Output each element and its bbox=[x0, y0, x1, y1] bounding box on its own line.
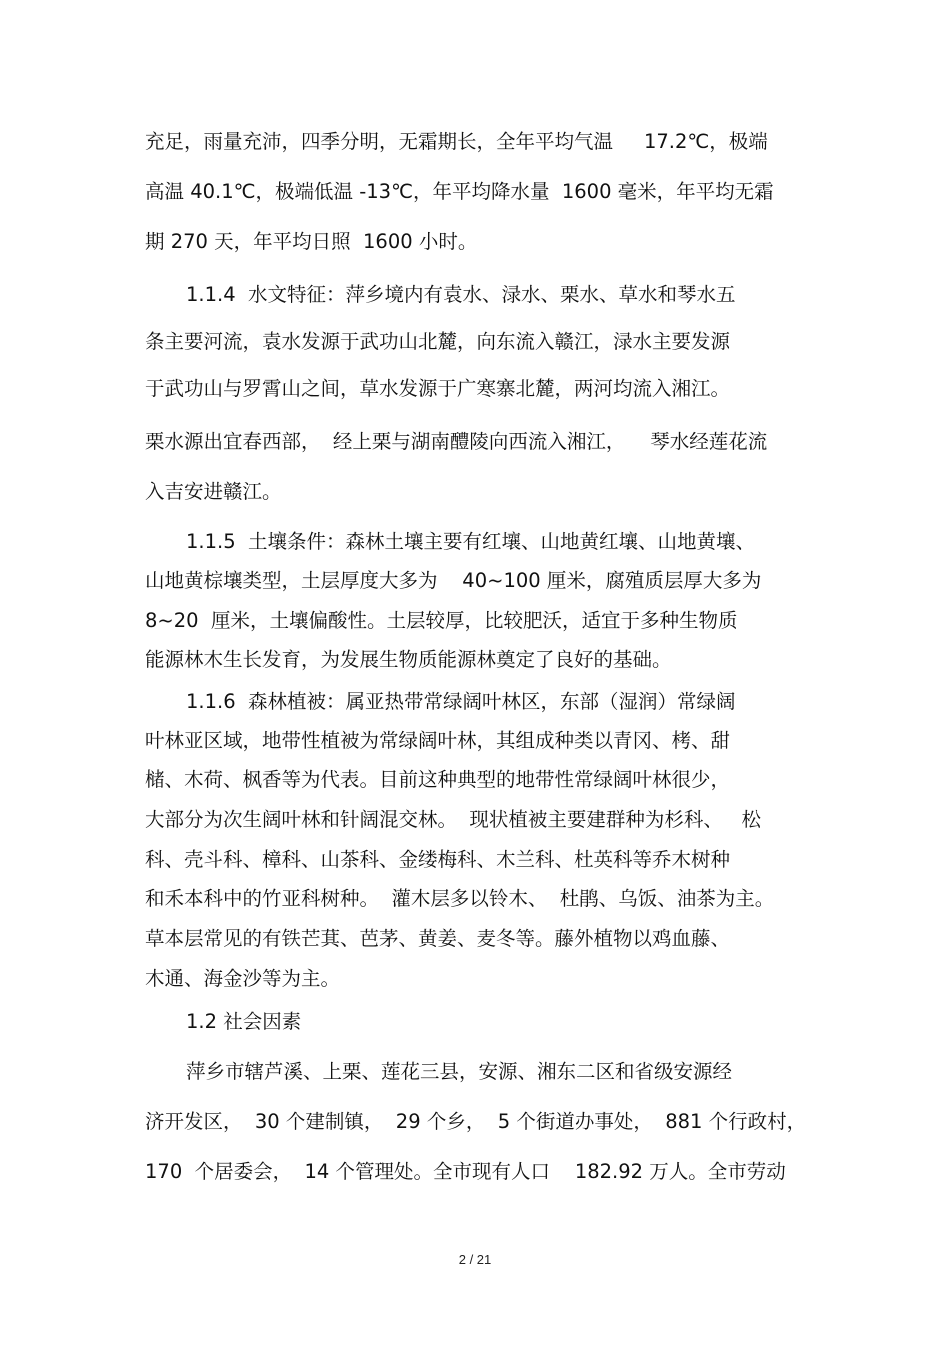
body-text-line: 能源林木生长发育，为发展生物质能源林奠定了良好的基础。 bbox=[145, 648, 672, 671]
body-text-line: 高温 40.1℃，极端低温 -13℃，年平均降水量 1600 毫米，年平均无霜 bbox=[145, 180, 774, 203]
section-1-2-heading: 1.2 社会因素 bbox=[186, 1010, 302, 1033]
body-text-line: 入吉安进赣江。 bbox=[145, 480, 282, 503]
body-text-line: 萍乡市辖芦溪、上栗、莲花三县，安源、湘东二区和省级安源经 bbox=[186, 1060, 733, 1083]
body-text-line: 充足，雨量充沛，四季分明，无霜期长，全年平均气温 17.2℃，极端 bbox=[145, 130, 768, 153]
body-text-line: 槠、木荷、枫香等为代表。目前这种典型的地带性常绿阔叶林很少， bbox=[145, 768, 731, 791]
body-text-line: 和禾本科中的竹亚科树种。 灌木层多以铃木、 杜鹃、乌饭、油茶为主。 bbox=[145, 887, 775, 910]
body-text-line: 8~20 厘米，土壤偏酸性。土层较厚，比较肥沃，适宜于多种生物质 bbox=[145, 609, 738, 632]
section-1-1-6-heading-line: 1.1.6 森林植被：属亚热带常绿阔叶林区，东部（湿润）常绿阔 bbox=[186, 690, 736, 713]
page-number: 2 / 21 bbox=[458, 1252, 492, 1267]
body-text-line: 栗水源出宜春西部， 经上栗与湖南醴陵向西流入湘江， 琴水经莲花流 bbox=[145, 430, 768, 453]
body-text-line: 草本层常见的有铁芒萁、芭茅、黄姜、麦冬等。藤外植物以鸡血藤、 bbox=[145, 927, 731, 950]
body-text-line: 期 270 天，年平均日照 1600 小时。 bbox=[145, 230, 478, 253]
body-text-line: 山地黄棕壤类型，土层厚度大多为 40~100 厘米，腐殖质层厚大多为 bbox=[145, 569, 762, 592]
body-text-line: 条主要河流，袁水发源于武功山北麓，向东流入赣江，渌水主要发源 bbox=[145, 330, 731, 353]
body-text-line: 大部分为次生阔叶林和针阔混交林。 现状植被主要建群种为杉科、 松 bbox=[145, 808, 761, 831]
body-text-line: 木通、海金沙等为主。 bbox=[145, 967, 341, 990]
section-1-1-4-heading-line: 1.1.4 水文特征：萍乡境内有袁水、渌水、栗水、草水和琴水五 bbox=[186, 283, 736, 306]
body-text-line: 济开发区， 30 个建制镇， 29 个乡， 5 个街道办事处， 881 个行政村， bbox=[145, 1110, 807, 1133]
body-text-line: 170 个居委会， 14 个管理处。全市现有人口 182.92 万人。全市劳动 bbox=[145, 1160, 786, 1183]
section-1-1-5-heading-line: 1.1.5 土壤条件：森林土壤主要有红壤、山地黄红壤、山地黄壤、 bbox=[186, 530, 756, 553]
body-text-line: 叶林亚区域，地带性植被为常绿阔叶林，其组成种类以青冈、栲、甜 bbox=[145, 729, 731, 752]
body-text-line: 科、壳斗科、樟科、山茶科、金缕梅科、木兰科、杜英科等乔木树种 bbox=[145, 848, 731, 871]
body-text-line: 于武功山与罗霄山之间，草水发源于广寒寨北麓，两河均流入湘江。 bbox=[145, 377, 731, 400]
